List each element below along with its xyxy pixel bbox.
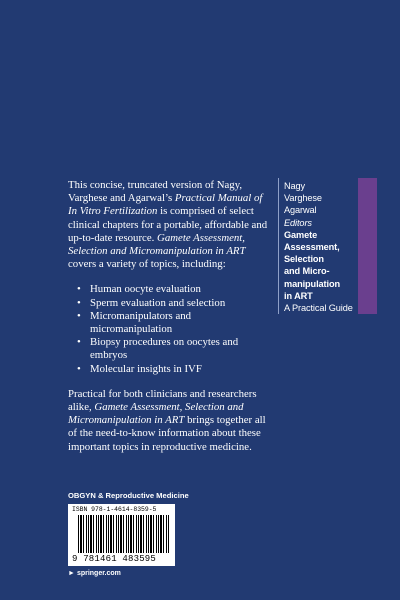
editors-label: Editors: [284, 217, 312, 228]
intro-paragraph: [68, 179, 274, 271]
intro-book-title: Practical Manual of In Vitro Fertilization: [68, 192, 263, 218]
book-title-line: Assessment,: [284, 242, 340, 253]
intro-text-1: This concise, truncated version of Nagy, Varghese and Agarwal’s: [68, 179, 243, 205]
author-name: Agarwal: [284, 205, 317, 216]
book-subtitle: A Practical Guide: [284, 303, 353, 314]
book-title-line: in ART: [284, 290, 313, 301]
intro-text-3: covers a variety of topics, including:: [68, 258, 226, 271]
outro-text-1: Practical for both clinicians and researchers alike,: [68, 387, 257, 414]
outro-book-title: Gamete Assessment, Selection and Micromanipulation in ART: [68, 401, 244, 427]
topic-item: • Human oocyte evaluation: [80, 283, 274, 296]
website-text: springer.com: [76, 570, 121, 577]
barcode-number: 9 781461 483595: [72, 554, 157, 564]
topic-item: • Biopsy procedures on oocytes and embryos: [80, 336, 274, 362]
publisher-website: [68, 570, 121, 577]
accent-bar: [358, 178, 377, 314]
description-text: [68, 179, 274, 454]
book-title-line: Gamete: [284, 229, 318, 240]
intro-book-title-2: Gamete Assessment, Selection and Micromanipulation in ART: [68, 231, 246, 258]
series-label: OBGYN & Reproductive Medicine: [68, 491, 189, 500]
outro-paragraph: [68, 388, 274, 454]
author-name: Varghese: [284, 193, 322, 204]
topic-list: [68, 283, 274, 375]
isbn-text: ISBN 978-1-4614-8359-5: [72, 506, 157, 513]
barcode-icon: [78, 515, 170, 553]
vertical-divider: [278, 178, 279, 314]
topic-item: • Sperm evaluation and selection: [80, 297, 274, 310]
spine-summary: [284, 180, 356, 314]
intro-text-2: is comprised of select clinical chapters for a portable, affordable and up-to-date resource.: [68, 205, 268, 244]
author-name: Nagy: [284, 181, 306, 191]
barcode: [68, 504, 175, 566]
topic-item: • Micromanipulators and micromanipulation: [80, 310, 274, 336]
book-title-line: and Micro-: [284, 266, 330, 277]
arrow-right-icon: ►: [68, 570, 75, 577]
topic-item: • Molecular insights in IVF: [80, 363, 274, 376]
book-title-line: manipulation: [284, 278, 340, 289]
book-title-line: Selection: [284, 254, 324, 265]
outro-text-2: brings together all of the need-to-know information about these important topics in reproductive medicine.: [68, 414, 266, 453]
